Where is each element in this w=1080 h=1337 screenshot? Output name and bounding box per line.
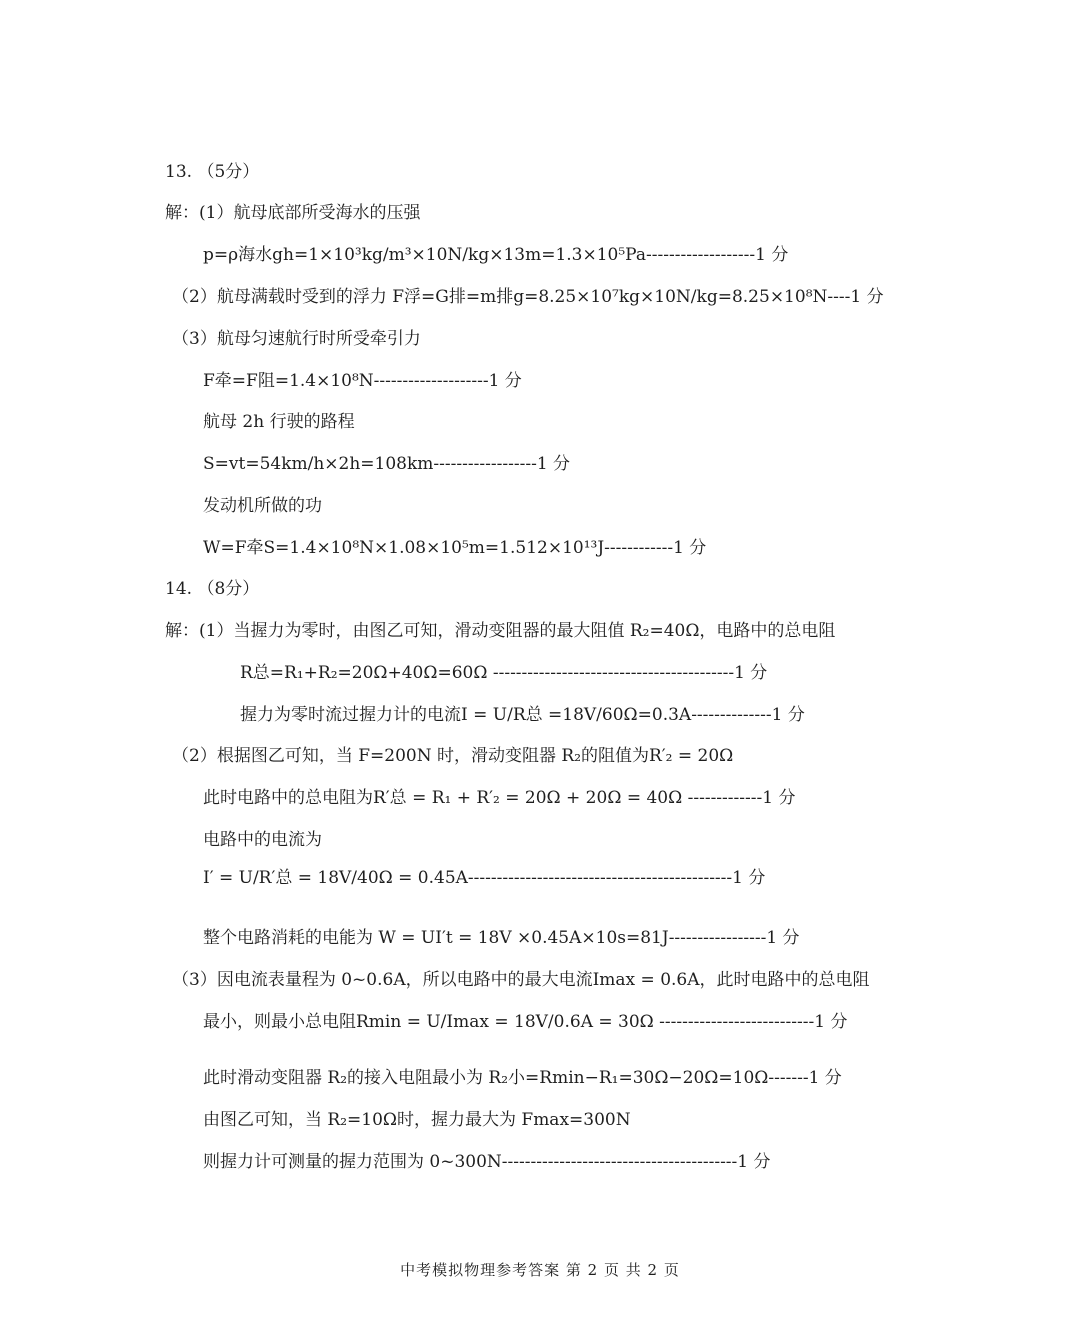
q13-part3-title: （3）航母匀速航行时所受牵引力	[172, 329, 421, 349]
q13-part3-path: S=vt=54km/h×2h=108km------------------1 分	[203, 454, 571, 474]
q14-part2-current: I′ = U/R′总 = 18V/40Ω = 0.45A----------------------------------------------1 分	[203, 868, 766, 888]
q13-part3-work: W=F牵S=1.4×10⁸N×1.08×10⁵m=1.512×10¹³J------------1 分	[203, 538, 707, 558]
q14-part3-range: 则握力计可测量的握力范围为 0~300N-----------------------------------------1 分	[203, 1152, 771, 1172]
q14-part3-title: （3）因电流表量程为 0~0.6A，所以电路中的最大电流Imax = 0.6A，此时电路中的总电阻	[172, 970, 870, 990]
q13-part1-title: 解：(1）航母底部所受海水的压强	[165, 203, 421, 223]
q14-part3-r2min: 此时滑动变阻器 R₂的接入电阻最小为 R₂小=Rmin−R₁=30Ω−20Ω=10Ω-------1 分	[203, 1068, 842, 1088]
q13-part3-force: F牵=F阻=1.4×10⁸N--------------------1 分	[203, 371, 522, 391]
q14-part2-total: 此时电路中的总电阻为R′总 = R₁ + R′₂ = 20Ω + 20Ω = 40Ω -------------1 分	[203, 788, 796, 808]
q13-part3-path-title: 航母 2h 行驶的路程	[203, 412, 355, 432]
q14-part2-title: （2）根据图乙可知，当 F=200N 时，滑动变阻器 R₂的阻值为R′₂ = 20Ω	[172, 746, 734, 766]
q14-part2-energy: 整个电路消耗的电能为 W = UI′t = 18V ×0.45A×10s=81J-----------------1 分	[203, 928, 800, 948]
q14-part1-total: R总=R₁+R₂=20Ω+40Ω=60Ω ------------------------------------------1 分	[240, 663, 768, 683]
q13-header: 13. （5分）	[165, 162, 260, 182]
page-footer: 中考模拟物理参考答案 第 2 页 共 2 页	[400, 1261, 680, 1279]
q13-part3-work-title: 发动机所做的功	[203, 496, 322, 516]
q14-part1-current: 握力为零时流过握力计的电流I = U/R总 =18V/60Ω=0.3A--------------1 分	[240, 705, 805, 725]
q14-part3-rmin: 最小，则最小总电阻Rmin = U/Imax = 18V/0.6A = 30Ω ---------------------------1 分	[203, 1012, 848, 1032]
q14-part1-title: 解：(1）当握力为零时，由图乙可知，滑动变阻器的最大阻值 R₂=40Ω，电路中的总电阻	[165, 621, 836, 641]
q14-part2-current-title: 电路中的电流为	[203, 830, 322, 850]
q14-header: 14. （8分）	[165, 579, 260, 599]
q13-part2: （2）航母满载时受到的浮力 F浮=G排=m排g=8.25×10⁷kg×10N/kg=8.25×10⁸N----1 分	[172, 287, 884, 307]
q13-part1-formula: p=ρ海水gh=1×10³kg/m³×10N/kg×13m=1.3×10⁵Pa-------------------1 分	[203, 245, 789, 265]
q14-part3-fmax: 由图乙可知，当 R₂=10Ω时，握力最大为 Fmax=300N	[203, 1110, 631, 1130]
